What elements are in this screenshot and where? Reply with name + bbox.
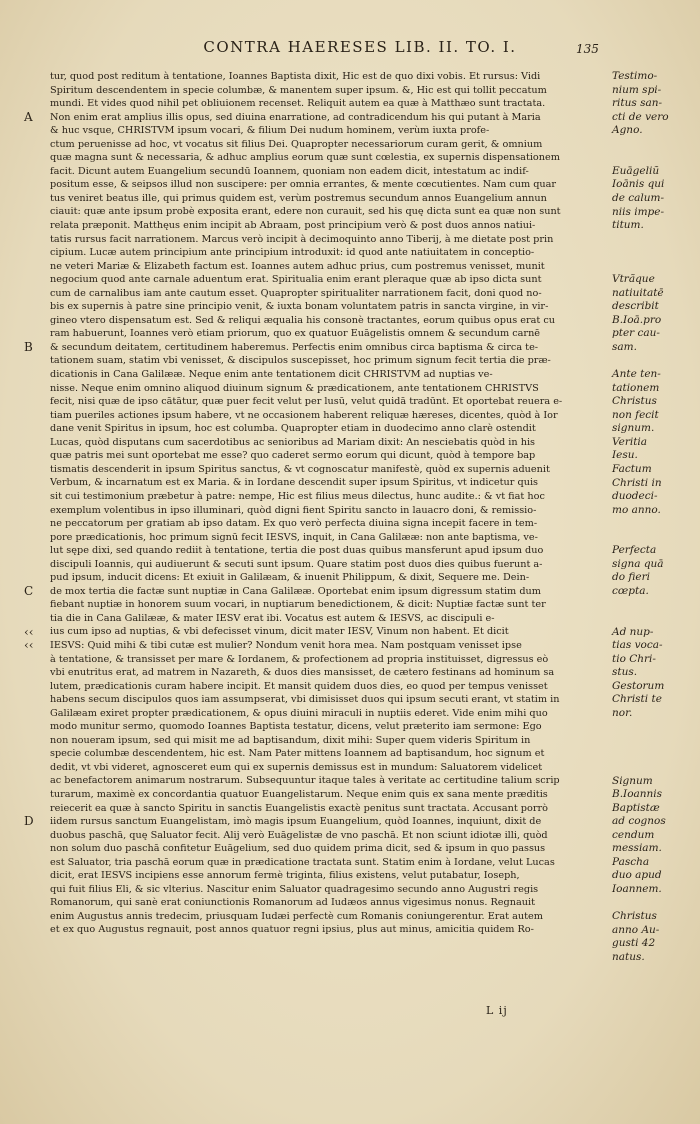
text-line: tatis rursus facit narrationem. Marcus verò incipit à decimoquinto anno Tiberij, à me dietate post prin: [50, 233, 554, 245]
text-line: lut sępe dixi, sed quando rediit à tentatione, tertia die post duas quibus mansferunt apud ipsum duo: [50, 545, 544, 557]
margin-note: Christus: [612, 395, 657, 408]
margin-note: Ante ten-: [612, 368, 661, 381]
margin-note: cti de vero: [612, 110, 669, 123]
text-line: discipuli Ioannis, qui audiuerunt & secuti sunt ipsum. Quare statim post duos dies quibus fuerunt a-: [50, 558, 543, 570]
text-line: non solum duo paschā confitetur Euāgelium, sed duo quidem prima dicit, sed & ipsum in quo passus: [50, 843, 546, 855]
text-line: negocium quod ante carnale aduentum erat. Spiritualia enim erant pleraque quæ ab ipso dicta sunt: [50, 274, 542, 286]
text-line: Non enim erat amplius illis opus, sed diuina enarratione, ad contradicendum his qui putant à Maria: [50, 111, 541, 123]
text-line: à tentatione, & transisset per mare & Iordanem, & profectionem ad propria instituisset, digressus eò: [50, 653, 549, 665]
section-marker: C: [24, 583, 34, 598]
text-line: de mox tertia die factæ sunt nuptiæ in Cana Galilææ. Oportebat enim ipsum digressum statim dum: [50, 585, 541, 597]
text-line: pud ipsum, inducit dicens: Et exiuit in Galilæam, & inuenit Philippum, & dixit, Sequere me. Dein-: [50, 572, 530, 584]
text-line: ciauit: quæ ante ipsum probè exposita erant, edere non curauit, sed his quę dicta sunt ea quæ non sunt: [50, 206, 561, 218]
signature-mark: L ij: [486, 1004, 508, 1017]
text-line: Romanorum, qui sanè erat coniunctionis Romanorum ad Iudæos annus vigesimus nonus. Regnauit: [50, 897, 535, 909]
margin-note: stus.: [612, 666, 638, 679]
text-line: ne veteri Mariæ & Elizabeth factum est. Ioannes autem adhuc prius, cum postremus venisset, munit: [50, 260, 545, 272]
section-marker: B: [24, 340, 33, 354]
margin-note: Euāgeliũ: [612, 164, 660, 177]
margin-note: ritus san-: [612, 97, 663, 110]
text-line: cipium. Lucæ autem principium ante principium introduxit: id quod ante natiuitatem in conceptio-: [50, 247, 535, 259]
margin-note: Perfecta: [612, 544, 657, 557]
margin-note: Factum: [612, 462, 652, 475]
text-line: dicit, erat IESVS incipiens esse annorum fermè triginta, filius existens, velut putabatur, Ioseph,: [50, 870, 520, 882]
text-line: ctum peruenisse ad hoc, vt vocatus sit filius Dei. Quapropter necessariorum curam gerit, & omnium: [50, 138, 543, 150]
text-line: gineo vtero dispensatum est. Sed & reliqui æqualia his consonè tractantes, eorum quibus opus erat cu: [50, 314, 556, 326]
page-number: 135: [576, 42, 599, 56]
margin-note: titum.: [612, 219, 644, 232]
margin-note: gusti 42: [612, 937, 656, 950]
margin-note: tias voca-: [612, 639, 663, 652]
text-line: ius cum ipso ad nuptias, & vbi defecisset vinum, dicit mater IESV, Vinum non habent. Et dicit: [50, 626, 509, 638]
text-line: turarum, maximè ex concordantia quatuor Euangelistarum. Neque enim quis ex sana mente præditis: [50, 788, 548, 800]
text-line: Lucas, quòd disputans cum sacerdotibus ac senioribus ad Mariam dixit: An nesciebatis quòd in his: [50, 436, 536, 448]
margin-note: duodeci-: [612, 490, 658, 503]
margin-note: Veritia: [612, 435, 648, 448]
text-line: vbi enutritus erat, ad matrem in Nazareth, & duos dies mansisset, de cætero festinans ad hominum sa: [50, 667, 555, 679]
text-line: fiebant nuptiæ in honorem suum vocari, in nuptiarum benedictionem, & dicit: Nuptiæ factæ sunt ter: [50, 599, 546, 611]
text-line: & secundum deitatem, certitudinem haberemus. Perfectis enim omnibus circa baptisma & circa te-: [50, 341, 539, 353]
text-line: & huc vsque, CHRISTVM ipsum vocari, & filium Dei nudum hominem, verùm iuxta profe-: [50, 125, 490, 137]
margin-note: B.Ioā.pro: [612, 313, 662, 326]
section-marker: A: [24, 109, 33, 124]
text-line: IESVS: Quid mihi & tibi cutæ est mulier? Nondum venit hora mea. Nam postquam venisset ipse: [50, 639, 522, 651]
text-line: pore prædicationis, hoc primum signū fecit IESVS, inquit, in Cana Galilææ: non ante baptisma, ve-: [50, 531, 538, 543]
margin-note: tationem: [612, 381, 660, 394]
margin-note: nor.: [612, 706, 633, 719]
margin-note: signa quā: [612, 557, 664, 570]
margin-note: tio Chri-: [612, 652, 656, 665]
text-line: mundi. Et vides quod nihil pet obliuionem recenset. Reliquit autem ea quæ à Matthæo sunt tractata.: [50, 98, 546, 110]
running-header: CONTRA HAERESES LIB. II. TO. I.: [203, 38, 517, 56]
text-line: lutem, prædicationis curam habere incipit. Et mansit quidem duos dies, eo quod per tempus venisset: [50, 680, 548, 692]
margin-note: Christus: [612, 910, 657, 923]
margin-note: Agno.: [612, 124, 643, 137]
text-line: fecit, nisi quæ de ipso cātātur, quæ puer fecit velut per lusū, velut quidā tradūnt. Et oportebat reuera e-: [50, 396, 563, 408]
text-line: tus veniret beatus ille, qui primus quidem est, verùm postremus secundum annos Euangelium annun: [50, 192, 547, 204]
margin-note: Gestorum: [612, 679, 665, 692]
section-marker: D: [24, 814, 34, 829]
section-marker: ‹‹: [24, 638, 34, 653]
margin-note: ad cognos: [612, 815, 666, 828]
text-line: Spiritum descendentem in specie columbæ, & manentem super ipsum. &, Hic est qui tollit peccatum: [50, 84, 547, 96]
text-line: cum de carnalibus iam ante cautum esset. Quapropter spiritualiter narrationem facit, doni quod no-: [50, 287, 542, 299]
text-line: facit. Dicunt autem Euangelium secundū Ioannem, quoniam non eadem dicit, intestatum ac indif-: [50, 165, 529, 177]
text-line: ne peccatorum per gratiam ab ipso datam. Ex quo verò perfecta diuina signa incepit facere in tem-: [50, 518, 538, 530]
margin-note: cendum: [612, 828, 655, 841]
margin-note: natus.: [612, 950, 645, 963]
margin-note: Christi te: [612, 693, 662, 706]
text-line: et ex quo Augustus regnauit, post annos quatuor regni ipsius, plus aut minus, amicitia quidem Ro-: [50, 924, 534, 936]
section-marker: ‹‹: [24, 624, 34, 639]
margin-note: describit: [612, 300, 659, 313]
text-line: ram habuerunt, Ioannes verò etiam priorum, quo ex quatuor Euāgelistis omnem & secundum carnē: [50, 328, 541, 340]
margin-note: de calum-: [612, 191, 665, 204]
margin-note: Ad nup-: [612, 625, 654, 638]
text-line: duobus paschā, quę Saluator fecit. Alij verò Euāgelistæ de vno paschā. Et non sciunt idiotæ illi, quòd: [50, 829, 548, 841]
text-line: ac benefactorem animarum nostrarum. Subsequuntur itaque tales à veritate ac certitudine talium scrip: [50, 775, 560, 787]
text-line: Galilæam exiret propter prædicationem, & opus diuini miraculi in nuptiis ederet. Vide enim mihi quo: [50, 707, 548, 719]
text-line: iidem rursus sanctum Euangelistam, imò magis ipsum Euangelium, quòd Ioannes, inquiunt, dixit de: [50, 816, 542, 828]
text-line: tationem suam, statim vbi venisset, & discipulos suscepisset, hoc primum signum fecit tertia die præ-: [50, 355, 551, 367]
text-line: est Saluator, tria paschā eorum quæ in prædicatione tractata sunt. Statim enim à Iordane, velut Lucas: [50, 856, 555, 868]
margin-note: cœpta.: [612, 584, 649, 597]
margin-note: niis impe-: [612, 205, 665, 218]
text-line: quæ patris mei sunt oportebat me esse? quo caderet sermo eorum qui dicunt, quòd à tempore bap: [50, 450, 536, 462]
text-line: exemplum volentibus in ipso illuminari, quòd digni fient Spiritu sancto in lauacro doni, & remissio-: [50, 504, 537, 516]
margin-note: Vtrãque: [612, 273, 655, 286]
margin-note: Christi in: [612, 476, 662, 489]
text-line: tur, quod post reditum à tentatione, Ioannes Baptista dixit, Hic est de quo dixi vobis. Et rursus: Vidi: [50, 71, 541, 82]
main-text-column: [50, 70, 605, 937]
margin-note: sam.: [612, 341, 637, 353]
margin-note: natiuitatē: [612, 286, 664, 299]
margin-note: duo apud: [612, 869, 662, 882]
margin-note: Ioannem.: [612, 883, 662, 895]
text-line: habens secum discipulos quos iam assumpserat, vbi dimisisset duos qui ipsum secuti erant, vt statim in: [50, 694, 560, 706]
text-line: sit cui testimonium præbetur à patre: nempe, Hic est filius meus dilectus, hunc audite.: & vt fiat hoc: [50, 490, 545, 502]
text-line: positum esse, & seipsos illud non suscipere: per omnia errantes, & mente cœcutientes. Nam cum quar: [50, 179, 557, 191]
margin-note: anno Au-: [612, 923, 660, 936]
text-line: enim Augustus annis tredecim, priusquam Iudæi perfectè cum Romanis coniungerentur. Erat autem: [50, 910, 543, 922]
margin-note: signum.: [612, 422, 655, 435]
text-line: specie columbæ descendentem, hic est. Nam Pater mittens Ioannem ad baptisandum, hoc signum et: [50, 748, 545, 760]
margin-note: pter cau-: [612, 327, 660, 340]
margin-note: Ioānis qui: [612, 178, 665, 191]
text-line: nisse. Neque enim omnino aliquod diuinum signum & prædicationem, ante tentationem CHRISTVS: [50, 382, 539, 394]
margin-note: Baptistæ: [612, 801, 660, 814]
text-line: dane venit Spiritus in ipsum, hoc est columba. Quapropter etiam in duodecimo anno clarè ostendit: [50, 423, 536, 435]
margin-note: Signum: [612, 774, 653, 787]
margin-note: Testimo-: [612, 70, 658, 82]
text-line: Verbum, & incarnatum est ex Maria. & in Iordane descendit super ipsum Spiritus, vt indicetur quis: [50, 477, 539, 489]
margin-note: messiam.: [612, 842, 662, 855]
text-line: dedit, vt vbi videret, agnosceret eum qui ex supernis demissus est in mundum: Saluatorem videlicet: [50, 761, 543, 773]
text-line: bis ex supernis à patre sine principio venit, & iuxta bonam voluntatem patris in sancta virgine, in vir-: [50, 301, 549, 313]
text-line: modo munitur sermo, quomodo Ioannes Baptista testatur, dicens, velut præterito iam sermone: Ego: [50, 721, 542, 733]
text-line: non noueram ipsum, sed qui misit me ad baptisandum, dixit mihi: Super quem videris Spiritum in: [50, 734, 531, 746]
text-line: quæ magna sunt & necessaria, & adhuc amplius eorum quæ sunt cœlestia, ex supernis dispensationem: [50, 152, 560, 164]
margin-note: do fieri: [612, 571, 650, 584]
margin-note: mo anno.: [612, 503, 661, 516]
margin-note: Pascha: [612, 855, 650, 868]
text-line: qui fuit filius Eli, & sic vlterius. Nascitur enim Saluator quadragesimo secundo anno Augustri regis: [50, 883, 539, 895]
margin-note: B.Ioannis: [612, 788, 663, 801]
text-line: tismatis descenderit in ipsum Spiritus sanctus, & vt cognoscatur manifestè, quòd ex supernis aduenit: [50, 463, 550, 475]
text-line: reiecerit ea quæ à sancto Spiritu in sanctis Euangelistis exactè penitus sunt tractata. Accusant porrò: [50, 802, 548, 814]
text-line: tia die in Cana Galilææ, & mater IESV erat ibi. Vocatus est autem & IESVS, ac discipuli e-: [50, 612, 495, 624]
text-line: dicationis in Cana Galilææ. Neque enim ante tentationem dicit CHRISTVM ad nuptias ve-: [50, 369, 493, 381]
margin-note: nium spi-: [612, 83, 662, 96]
text-line: tiam pueriles actiones ipsum habere, vt ne occasionem haberent reliquæ hæreses, dicentes, quòd à Ior: [50, 409, 558, 421]
margin-note: non fecit: [612, 408, 659, 421]
text-line: relata præponit. Matthęus enim incipit ab Abraam, post principium verò & post duos annos natiui-: [50, 220, 536, 232]
margin-note: Iesu.: [612, 449, 638, 462]
